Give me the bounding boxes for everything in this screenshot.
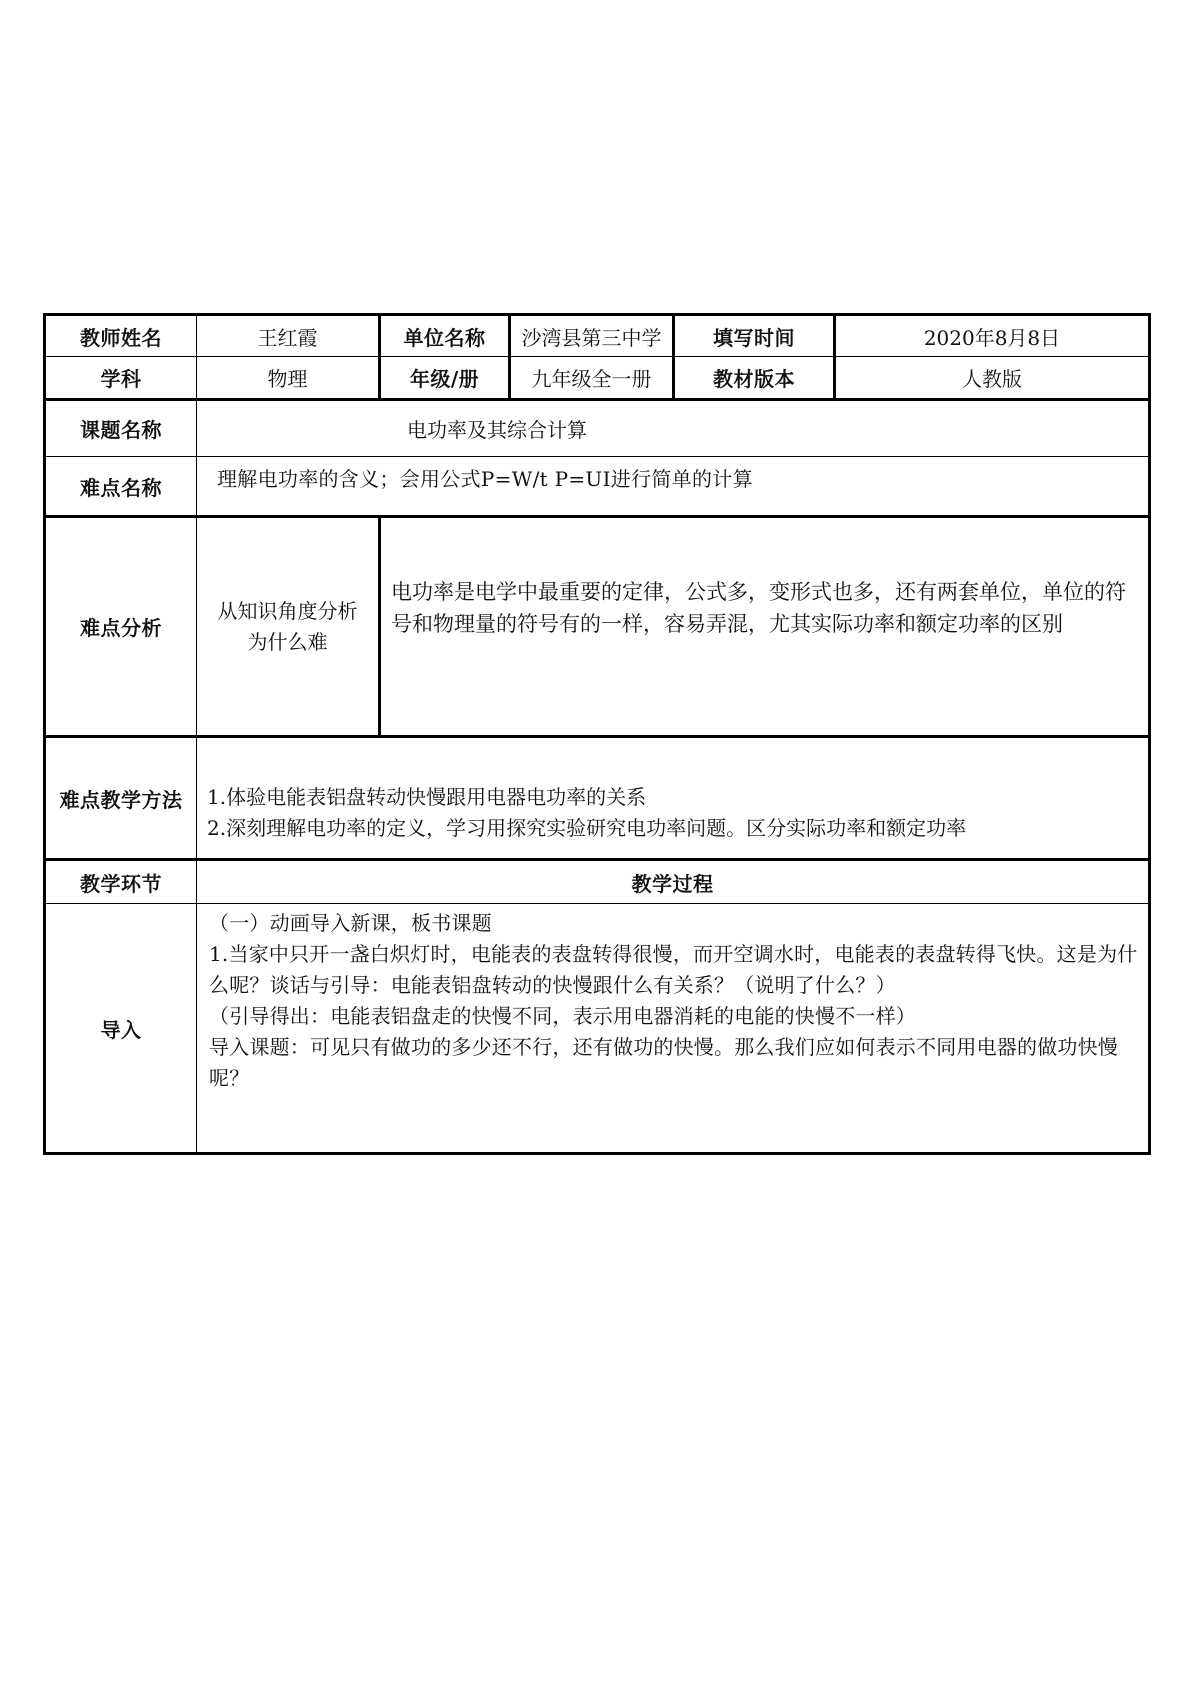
intro-line-4: 导入课题：可见只有做功的多少还不行，还有做功的快慢。那么我们应如何表示不同用电器的做功快慢呢？ — [209, 1035, 1118, 1090]
method-line-2: 2.深刻理解电功率的定义，学习用探究实验研究电功率问题。区分实际功率和额定功率 — [207, 816, 967, 840]
teacher-name-label: 教师姓名 — [45, 315, 197, 357]
fill-date-value: 2020年8月8日 — [835, 315, 1150, 357]
method-content — [197, 737, 1150, 860]
intro-content — [197, 904, 1150, 1154]
grade-value: 九年级全一册 — [510, 357, 674, 400]
stage-label: 教学环节 — [45, 860, 197, 904]
intro-line-2: 1.当家中只开一盏白炽灯时，电能表的表盘转得很慢，而开空调水时，电能表的表盘转得飞快。这是为什么呢？谈话与引导：电能表铝盘转动的快慢跟什么有关系？（说明了什么？） — [209, 942, 1138, 997]
analysis-label: 难点分析 — [45, 517, 197, 737]
analysis-sub-label: 从知识角度分析为什么难 — [197, 517, 380, 737]
difficulty-label: 难点名称 — [45, 457, 197, 517]
topic-label: 课题名称 — [45, 400, 197, 457]
analysis-text: 电功率是电学中最重要的定律，公式多，变形式也多，还有两套单位，单位的符号和物理量的符号有的一样，容易弄混，尤其实际功率和额定功率的区别 — [380, 517, 1150, 737]
topic-value: 电功率及其综合计算 — [197, 400, 1150, 457]
lesson-plan-table — [43, 313, 1148, 1155]
edition-value: 人教版 — [835, 357, 1150, 400]
difficulty-value: 理解电功率的含义；会用公式P=W/t P=UI进行简单的计算 — [197, 457, 1150, 517]
intro-line-1: （一）动画导入新课，板书课题 — [209, 911, 492, 935]
unit-name-value: 沙湾县第三中学 — [510, 315, 674, 357]
unit-name-label: 单位名称 — [380, 315, 510, 357]
fill-date-label: 填写时间 — [674, 315, 835, 357]
intro-label: 导入 — [45, 904, 197, 1154]
grade-label: 年级/册 — [380, 357, 510, 400]
subject-value: 物理 — [197, 357, 380, 400]
process-label: 教学过程 — [197, 860, 1150, 904]
subject-label: 学科 — [45, 357, 197, 400]
intro-line-3: （引导得出：电能表铝盘走的快慢不同，表示用电器消耗的电能的快慢不一样） — [209, 1004, 916, 1028]
method-label: 难点教学方法 — [45, 737, 197, 860]
method-line-1: 1.体验电能表铝盘转动快慢跟用电器电功率的关系 — [207, 785, 647, 809]
edition-label: 教材版本 — [674, 357, 835, 400]
teacher-name-value: 王红霞 — [197, 315, 380, 357]
